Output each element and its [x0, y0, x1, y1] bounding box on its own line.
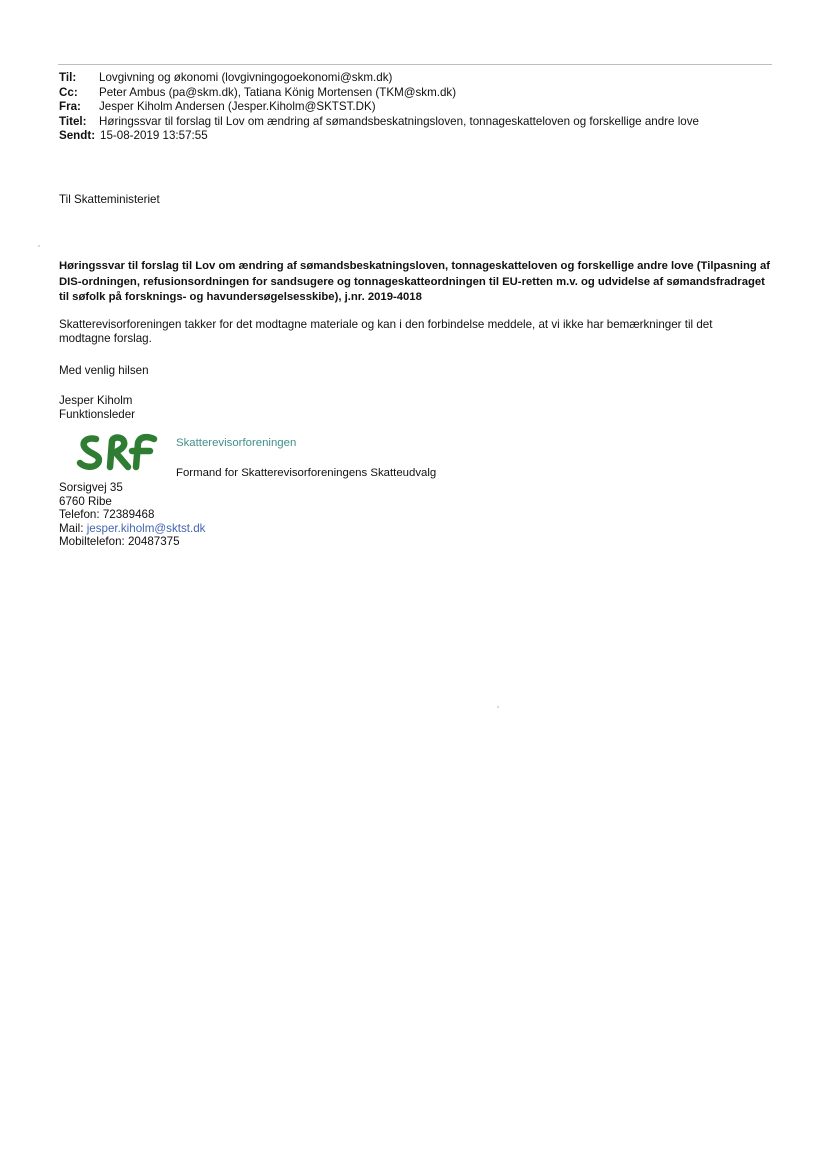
to-label: Til:: [59, 71, 77, 84]
signature-name: Jesper Kiholm: [59, 394, 133, 407]
greeting: Til Skatteministeriet: [59, 193, 160, 206]
contact-phone-row: [59, 508, 205, 522]
organization-name: Skatterevisorforeningen: [176, 437, 297, 449]
mobile-label: Mobiltelefon:: [59, 535, 125, 549]
contact-city: 6760 Ribe: [59, 494, 112, 508]
body-paragraph: Skatterevisorforeningen takker for det modtagne materiale og kan i den forbindelse meddele, at vi ikke har bemærkninger til det modtagne forslag.: [59, 318, 713, 346]
phone-value: 72389468: [102, 508, 155, 522]
sent-row: [59, 129, 799, 144]
from-label: Fra:: [59, 100, 81, 114]
contact-mail-row: [59, 522, 205, 536]
to-value: Lovgivning og økonomi (lovgivningogoekonomi@skm.dk): [99, 71, 393, 84]
title-row: [59, 115, 799, 130]
subject-heading: Høringssvar til forslag til Lov om ændring af sømandsbeskatningsloven, tonnageskatteloven og forskellige andre love (Tilpasning af DIS-ordningen, refusionsordningen for sandsugere og tonnageskatteordningen til EU-retten m.v. og udvidelse af sømandsfradraget til søfolk på forsknings- og havundersøgelsesskibe), j.nr. 2019-4018: [59, 260, 771, 303]
sent-label: Sendt:: [59, 129, 96, 143]
email-header: [59, 71, 799, 144]
title-label: Titel:: [59, 114, 87, 128]
cc-row: [59, 86, 799, 101]
phone-label: Telefon:: [59, 508, 100, 522]
header-divider: [58, 64, 772, 65]
to-row: [59, 71, 799, 86]
mail-label: Mail:: [59, 521, 84, 535]
srf-logo: [74, 431, 158, 471]
scan-speck: [497, 706, 499, 708]
from-row: [59, 100, 799, 115]
closing: Med venlig hilsen: [59, 364, 149, 377]
from-value: Jesper Kiholm Andersen (Jesper.Kiholm@SKTST.DK): [99, 100, 376, 114]
cc-label: Cc:: [59, 85, 78, 99]
cc-value: Peter Ambus (pa@skm.dk), Tatiana König Mortensen (TKM@skm.dk): [99, 85, 457, 99]
title-value: Høringssvar til forslag til Lov om ændring af sømandsbeskatningsloven, tonnageskatteloven og forskellige andre love: [99, 114, 699, 128]
signature-role: Funktionsleder: [59, 407, 136, 421]
scan-speck: [38, 245, 40, 247]
mail-link[interactable]: jesper.kiholm@sktst.dk: [86, 521, 206, 535]
signature-block: [59, 394, 135, 422]
contact-block: [59, 481, 205, 549]
contact-mobile-row: [59, 535, 205, 549]
contact-street: Sorsigvej 35: [59, 481, 123, 494]
organization-title: Formand for Skatterevisorforeningens Skatteudvalg: [176, 467, 437, 479]
mobile-value: 20487375: [127, 535, 180, 549]
sent-value: 15-08-2019 13:57:55: [100, 129, 208, 143]
